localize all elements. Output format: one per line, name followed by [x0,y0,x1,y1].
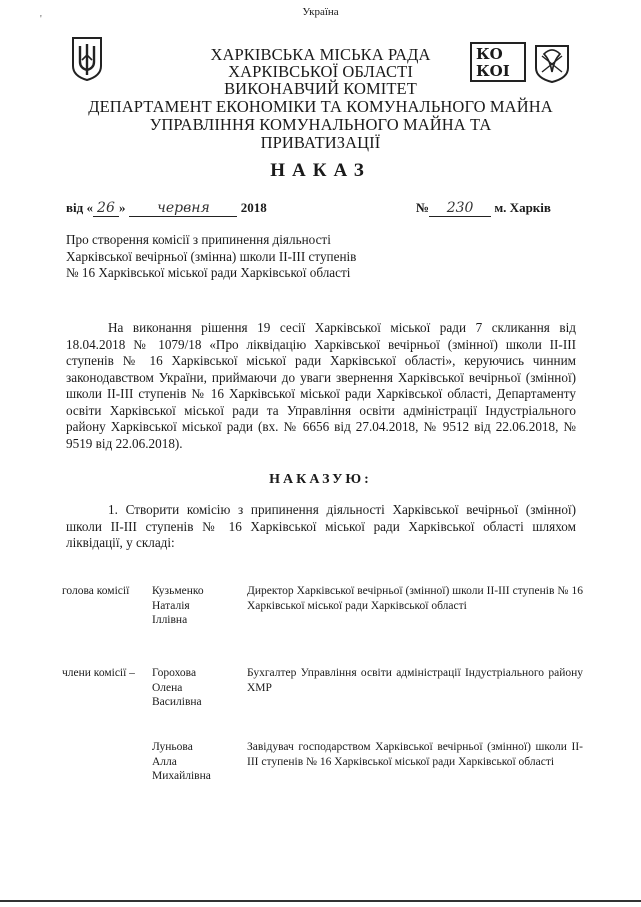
member-name [152,584,204,628]
header-line-5: УПРАВЛІННЯ КОМУНАЛЬНОГО МАЙНА ТА [149,115,492,134]
member-description: Директор Харківської вечірньої (змінної) школи ІІ-ІІІ ступенів № 16 Харківської міської ради Харківської області [247,585,583,612]
member-name [152,740,211,784]
number-line [416,200,551,217]
header-line-1: ХАРКІВСЬКА МІСЬКА РАДА [210,45,431,64]
member-first-name: Олена [152,681,183,694]
member-surname: Луньова [152,741,193,753]
item-1-text: 1. Створити комісію з припинення діяльності Харківської вечірньої (змінної) школи ІІ-ІІІ ступенів № 16 Харківської міської ради Харківської області шляхом ліквідації, у складі: [66,502,576,550]
member-name [152,666,202,710]
order-word: НАКАЗУЮ: [269,472,372,487]
header-line-4: ДЕПАРТАМЕНТ ЕКОНОМІКИ ТА КОМУНАЛЬНОГО МАЙНА [88,97,553,116]
member-description: Завідувач господарством Харківської вечірньої (змінної) школи ІІ-ІІІ ступенів № 16 Харківської міської ради Харківської області [247,741,583,768]
member-first-name: Наталія [152,599,190,612]
member-patronymic: Василівна [152,696,202,708]
header-line-2: ХАРКІВСЬКОЇ ОБЛАСТІ [228,62,413,81]
subject-text: Про створення комісії з припинення діяльності Харківської вечірньої (змінна) школи ІІ-ІІІ ступенів № 16 Харківської міської ради Харківської області [66,232,357,280]
logo-text-1: КО [476,45,503,63]
member-patronymic: Іллівна [152,614,188,626]
city-label: м. Харків [494,200,551,215]
kharkiv-emblem-icon [532,42,572,84]
header-line-3: ВИКОНАВЧИЙ КОМІТЕТ [224,79,417,98]
member-patronymic: Михайлівна [152,770,211,782]
date-sep: » [118,200,126,215]
preamble-text: На виконання рішення 19 сесії Харківської міської ради 7 скликання від 18.04.2018 № 1079/18 «Про ліквідацію Харківської вечірньої (змінної) школи ІІ-ІІІ ступенів № 16 Харківської міської ради Харківської області», керуючись чинним законодавством України, приймаючи до уваги звернення Харківської вечірньої (змінної) школи ІІ-ІІІ ступенів № 16 Харківської міської ради Харківської області, Департаменту освіти Харківської міської ради та Управління освіти адміністрації Індустріального району Харківської міської ради (вх. № 6656 від 27.04.2018, № 9512 від 22.06.2018, № 9519 від 22.06.2018). [66,320,576,451]
date-year: 2018 [240,200,267,215]
member-description: Бухгалтер Управління освіти адміністрації Індустріального району ХМР [247,667,583,694]
member-first-name: Алла [152,755,177,768]
header-line-6: ПРИВАТИЗАЦІЇ [260,133,381,152]
member-role: члени комісії – [62,667,135,679]
number-label: № [416,200,430,215]
country-label: Україна [302,6,339,18]
date-day: 26 [93,200,119,217]
document-title: НАКАЗ [270,160,371,181]
member-role: голова комісії [62,585,130,597]
page-bottom-divider [0,900,641,902]
city-logo-stamp [470,42,574,84]
date-line [66,200,267,217]
logo-text-2: КОІ [476,62,510,80]
member-surname: Горохова [152,667,197,679]
date-month: червня [129,200,237,217]
order-number: 230 [429,200,491,217]
member-surname: Кузьменко [152,585,204,597]
scan-mark: ' [40,14,42,25]
date-prefix: від « [66,200,93,215]
